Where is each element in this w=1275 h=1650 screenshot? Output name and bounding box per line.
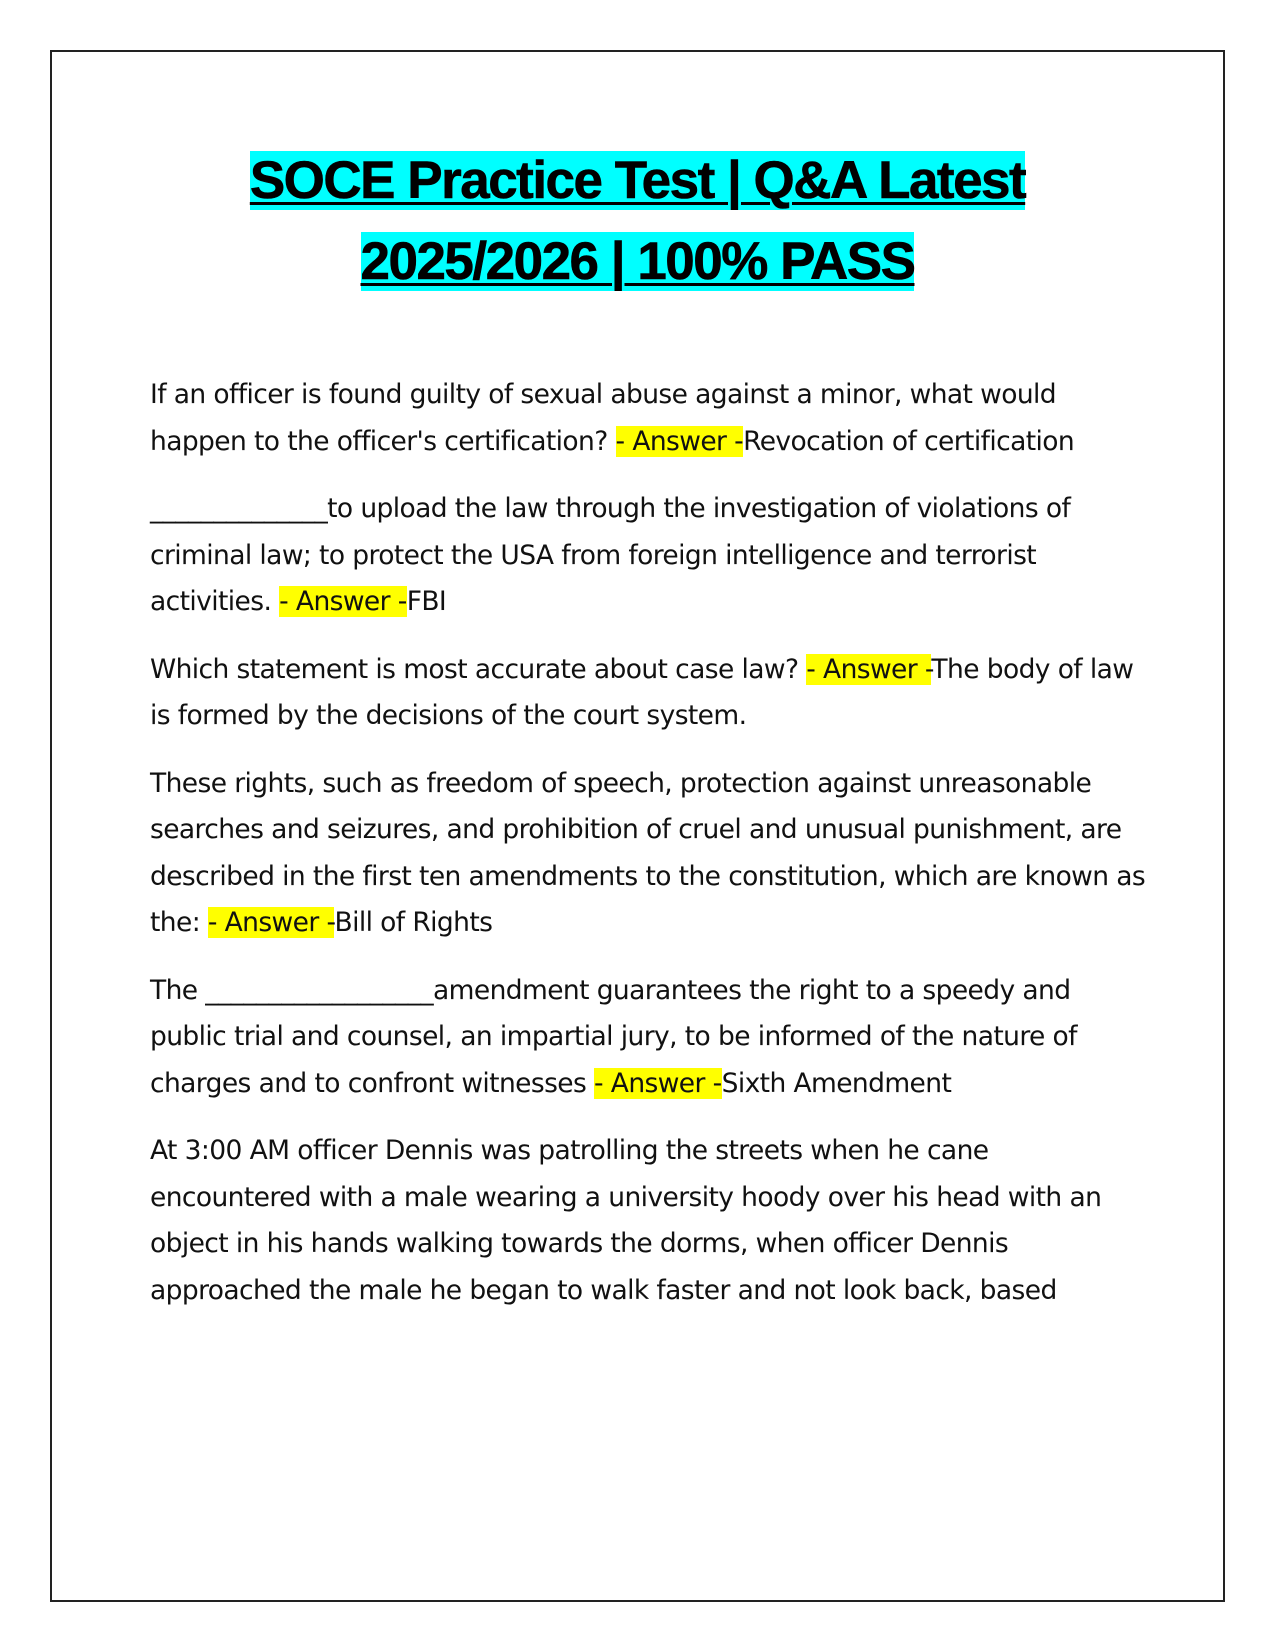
answer-text: Revocation of certification <box>743 425 1075 457</box>
qa-content <box>150 372 1150 1335</box>
answer-marker: - Answer - <box>207 907 335 938</box>
question-text: ______________to upload the law through the investigation of violations of criminal law; to protect the USA from foreign intelligence and terrorist activities. <box>150 493 1071 617</box>
question-text: The __________________amendment guarantees the right to a speedy and public trial and counsel, an impartial jury, to be informed of the nature of charges and to confront witnesses <box>150 974 1077 1099</box>
qa-item <box>150 647 1150 740</box>
question-text: If an officer is found guilty of sexual abuse against a minor, what would happen to the officer's certification? <box>150 379 1057 457</box>
title-text-2: 2025/2026 | 100% PASS <box>360 232 915 291</box>
qa-item <box>150 372 1150 465</box>
question-text: These rights, such as freedom of speech, protection against unreasonable searches and seizures, and prohibition of cruel and unusual punishment, are described in the first ten amendments to the constitution, which are known as the: <box>150 767 1146 938</box>
title-text-1: SOCE Practice Test | Q&A Latest <box>249 151 1026 210</box>
document-title <box>50 140 1225 302</box>
question-text: Which statement is most accurate about case law? <box>150 653 807 685</box>
answer-marker: - Answer - <box>279 586 407 617</box>
qa-item <box>150 761 1150 947</box>
answer-text: The body of law is formed by the decisions of the court system. <box>150 653 1134 731</box>
title-line-1 <box>50 140 1225 221</box>
answer-marker: - Answer - <box>806 653 932 685</box>
title-line-2 <box>50 221 1225 302</box>
trailing-text: At 3:00 AM officer Dennis was patrolling the streets when he cane encountered with a male wearing a university hoody over his head with an object in his hands walking towards the dorms, when officer Dennis approached the male he began to walk faster and not look back, based <box>150 1135 1102 1306</box>
answer-text: Sixth Amendment <box>721 1067 952 1099</box>
qa-item <box>150 486 1150 626</box>
trailing-paragraph <box>150 1128 1150 1314</box>
answer-marker: - Answer - <box>594 1067 722 1099</box>
answer-text: FBI <box>406 586 447 617</box>
qa-item <box>150 968 1150 1108</box>
answer-text: Bill of Rights <box>334 907 493 938</box>
answer-marker: - Answer - <box>615 425 744 457</box>
